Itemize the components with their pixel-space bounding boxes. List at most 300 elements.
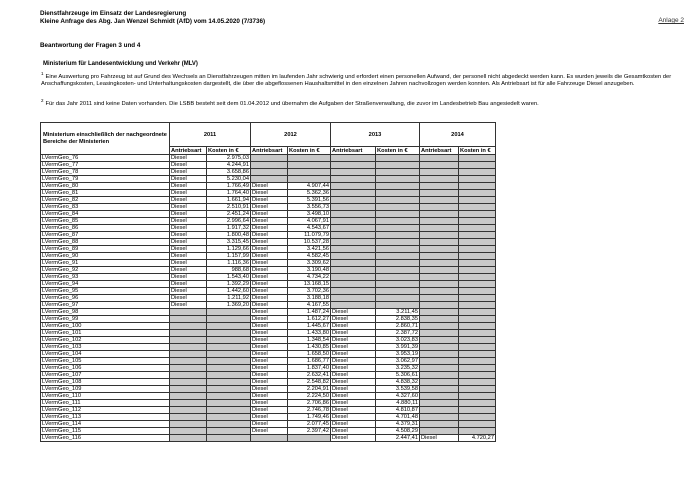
vehicle-id-cell: LVermGeo_114 [41, 421, 170, 428]
cost-cell [459, 365, 496, 372]
drive-type-cell [331, 162, 376, 169]
document-title [40, 10, 265, 26]
cost-cell [207, 323, 251, 330]
cost-cell: 2.077,45 [288, 421, 331, 428]
drive-type-cell: Diesel [251, 365, 288, 372]
year-header: 2013 [331, 123, 420, 147]
drive-type-header: Antriebsart [170, 147, 207, 155]
drive-type-cell [331, 281, 376, 288]
cost-cell [459, 337, 496, 344]
drive-type-cell [420, 155, 459, 162]
drive-type-cell [420, 358, 459, 365]
drive-type-cell [331, 176, 376, 183]
table-row [41, 316, 496, 323]
drive-type-cell [420, 162, 459, 169]
drive-type-cell: Diesel [331, 365, 376, 372]
drive-type-cell: Diesel [251, 428, 288, 435]
drive-type-cell: Diesel [251, 302, 288, 309]
cost-cell: 10.537,28 [288, 239, 331, 246]
drive-type-cell: Diesel [251, 330, 288, 337]
vehicle-id-cell: LVermGeo_96 [41, 295, 170, 302]
vehicle-id-cell: LVermGeo_83 [41, 204, 170, 211]
cost-cell: 4.508,29 [376, 428, 420, 435]
drive-type-cell: Diesel [251, 232, 288, 239]
cost-cell: 3.702,36 [288, 288, 331, 295]
vehicle-id-cell: LVermGeo_100 [41, 323, 170, 330]
drive-type-cell: Diesel [331, 337, 376, 344]
cost-cell: 3.991,39 [376, 344, 420, 351]
cost-cell: 1.837,40 [288, 365, 331, 372]
cost-cell: 1.764,40 [207, 190, 251, 197]
cost-cell [376, 246, 420, 253]
vehicle-id-cell: LVermGeo_115 [41, 428, 170, 435]
drive-type-cell: Diesel [251, 337, 288, 344]
drive-type-cell [170, 316, 207, 323]
vehicle-id-cell: LVermGeo_88 [41, 239, 170, 246]
cost-cell [207, 407, 251, 414]
drive-type-cell [251, 155, 288, 162]
vehicle-id-cell: LVermGeo_98 [41, 309, 170, 316]
table-row [41, 281, 496, 288]
drive-type-cell: Diesel [170, 183, 207, 190]
vehicle-id-cell: LVermGeo_81 [41, 190, 170, 197]
drive-type-cell [420, 393, 459, 400]
drive-type-cell [170, 337, 207, 344]
drive-type-cell [251, 176, 288, 183]
drive-type-cell [420, 246, 459, 253]
table-row [41, 337, 496, 344]
drive-type-cell [420, 386, 459, 393]
cost-cell: 3.188,18 [288, 295, 331, 302]
cost-cell [207, 365, 251, 372]
drive-type-cell [420, 253, 459, 260]
table-row [41, 162, 496, 169]
footnote-mark: 1 [41, 71, 44, 76]
drive-type-cell: Diesel [251, 225, 288, 232]
cost-cell [459, 330, 496, 337]
cost-header: Kosten in € [207, 147, 251, 155]
drive-type-cell [251, 162, 288, 169]
table-row [41, 225, 496, 232]
drive-type-cell [170, 351, 207, 358]
cost-cell [459, 190, 496, 197]
table-row [41, 176, 496, 183]
cost-cell: 3.539,58 [376, 386, 420, 393]
cost-cell [207, 386, 251, 393]
cost-cell: 1.543,40 [207, 274, 251, 281]
drive-type-cell [420, 337, 459, 344]
cost-cell [459, 351, 496, 358]
drive-type-cell [331, 274, 376, 281]
drive-type-cell [170, 428, 207, 435]
table-row [41, 253, 496, 260]
cost-cell [459, 155, 496, 162]
cost-cell: 3.023,83 [376, 337, 420, 344]
year-header: 2011 [170, 123, 251, 147]
cost-cell [459, 323, 496, 330]
cost-cell [207, 435, 251, 442]
cost-cell: 3.421,56 [288, 246, 331, 253]
cost-cell: 3.953,19 [376, 351, 420, 358]
table-row [41, 197, 496, 204]
cost-cell [459, 288, 496, 295]
drive-type-cell: Diesel [251, 386, 288, 393]
drive-type-cell: Diesel [251, 239, 288, 246]
cost-cell [288, 155, 331, 162]
drive-type-cell: Diesel [251, 393, 288, 400]
drive-type-cell: Diesel [251, 407, 288, 414]
cost-cell [459, 169, 496, 176]
cost-cell [207, 400, 251, 407]
footnote-2 [41, 97, 681, 108]
drive-type-cell [331, 239, 376, 246]
drive-type-cell: Diesel [331, 393, 376, 400]
cost-cell [376, 274, 420, 281]
drive-type-cell: Diesel [331, 316, 376, 323]
drive-type-cell: Diesel [170, 274, 207, 281]
drive-type-cell [420, 281, 459, 288]
cost-cell: 2.397,42 [288, 428, 331, 435]
drive-type-cell: Diesel [331, 309, 376, 316]
drive-type-cell: Diesel [420, 435, 459, 442]
drive-type-cell: Diesel [170, 225, 207, 232]
table-row [41, 267, 496, 274]
footnote-1 [41, 70, 681, 89]
cost-cell: 1.661,94 [207, 197, 251, 204]
drive-type-cell [170, 365, 207, 372]
cost-cell: 4.880,11 [376, 400, 420, 407]
drive-type-cell: Diesel [251, 379, 288, 386]
drive-type-cell [420, 421, 459, 428]
drive-type-cell [170, 400, 207, 407]
cost-cell: 1.658,50 [288, 351, 331, 358]
cost-cell: 1.917,32 [207, 225, 251, 232]
vehicle-id-cell: LVermGeo_105 [41, 358, 170, 365]
drive-type-cell: Diesel [251, 372, 288, 379]
cost-cell [459, 316, 496, 323]
drive-type-cell: Diesel [170, 260, 207, 267]
drive-type-cell [420, 302, 459, 309]
drive-type-cell [420, 309, 459, 316]
cost-cell [376, 302, 420, 309]
vehicle-id-cell: LVermGeo_102 [41, 337, 170, 344]
drive-type-cell [331, 253, 376, 260]
footnote-mark: 2 [41, 98, 44, 103]
table-row [41, 393, 496, 400]
cost-header: Kosten in € [376, 147, 420, 155]
drive-type-cell: Diesel [251, 218, 288, 225]
vehicle-id-cell: LVermGeo_76 [41, 155, 170, 162]
appendix-label: Anlage 2 [658, 17, 684, 24]
table-row [41, 288, 496, 295]
cost-cell: 4.734,22 [288, 274, 331, 281]
cost-cell: 2.548,82 [288, 379, 331, 386]
cost-cell: 3.315,45 [207, 239, 251, 246]
drive-type-cell: Diesel [170, 295, 207, 302]
drive-type-cell: Diesel [251, 351, 288, 358]
vehicle-id-cell: LVermGeo_78 [41, 169, 170, 176]
drive-type-cell [420, 232, 459, 239]
drive-type-cell: Diesel [170, 204, 207, 211]
year-header: 2012 [251, 123, 331, 147]
table-row [41, 358, 496, 365]
table-row [41, 344, 496, 351]
cost-cell [207, 358, 251, 365]
drive-type-cell [420, 372, 459, 379]
cost-cell [207, 337, 251, 344]
cost-cell: 1.686,77 [288, 358, 331, 365]
cost-cell [376, 197, 420, 204]
title-line-1: Dienstfahrzeuge im Einsatz der Landesregierung [40, 10, 187, 17]
drive-type-cell [331, 190, 376, 197]
cost-cell [376, 295, 420, 302]
drive-type-cell [420, 288, 459, 295]
cost-cell [459, 281, 496, 288]
cost-cell: 5.306,61 [376, 372, 420, 379]
drive-type-cell [420, 211, 459, 218]
vehicle-id-cell: LVermGeo_82 [41, 197, 170, 204]
cost-cell: 4.543,67 [288, 225, 331, 232]
cost-cell: 4.810,87 [376, 407, 420, 414]
drive-type-cell [420, 407, 459, 414]
drive-type-cell [331, 232, 376, 239]
drive-type-header: Antriebsart [251, 147, 288, 155]
cost-cell [459, 414, 496, 421]
drive-type-cell: Diesel [331, 435, 376, 442]
cost-cell [376, 239, 420, 246]
drive-type-cell [170, 344, 207, 351]
cost-cell: 5.362,36 [288, 190, 331, 197]
cost-cell: 1.800,48 [207, 232, 251, 239]
drive-type-cell [420, 176, 459, 183]
cost-cell [459, 295, 496, 302]
cost-cell [376, 225, 420, 232]
drive-type-cell: Diesel [251, 260, 288, 267]
cost-cell [288, 169, 331, 176]
drive-type-cell [331, 246, 376, 253]
drive-type-cell: Diesel [170, 246, 207, 253]
cost-cell [459, 379, 496, 386]
cost-cell [459, 358, 496, 365]
cost-cell: 1.487,24 [288, 309, 331, 316]
cost-header: Kosten in € [459, 147, 496, 155]
cost-cell [459, 183, 496, 190]
table-row [41, 414, 496, 421]
drive-type-cell: Diesel [170, 239, 207, 246]
vehicle-id-cell: LVermGeo_106 [41, 365, 170, 372]
cost-cell [207, 330, 251, 337]
drive-type-cell [420, 379, 459, 386]
drive-type-cell [420, 218, 459, 225]
drive-type-cell: Diesel [331, 372, 376, 379]
cost-cell [459, 253, 496, 260]
cost-cell [376, 162, 420, 169]
drive-type-cell: Diesel [251, 246, 288, 253]
drive-type-cell: Diesel [170, 162, 207, 169]
ministry-heading: Ministerium für Landesentwicklung und Verkehr (MLV) [43, 61, 198, 67]
drive-type-cell: Diesel [251, 211, 288, 218]
drive-type-cell: Diesel [331, 421, 376, 428]
drive-type-cell: Diesel [331, 330, 376, 337]
cost-cell [459, 302, 496, 309]
table-row [41, 155, 496, 162]
cost-cell [459, 400, 496, 407]
vehicle-id-cell: LVermGeo_116 [41, 435, 170, 442]
cost-cell [376, 204, 420, 211]
cost-cell: 3.062,97 [376, 358, 420, 365]
cost-cell: 1.766,49 [207, 183, 251, 190]
drive-type-cell [170, 386, 207, 393]
vehicle-id-cell: LVermGeo_91 [41, 260, 170, 267]
cost-cell [376, 260, 420, 267]
drive-type-cell [420, 295, 459, 302]
drive-type-cell: Diesel [331, 379, 376, 386]
cost-cell [459, 246, 496, 253]
table-row [41, 428, 496, 435]
table-row [41, 169, 496, 176]
cost-cell: 1.430,85 [288, 344, 331, 351]
cost-cell: 2.510,91 [207, 204, 251, 211]
drive-type-cell: Diesel [170, 253, 207, 260]
drive-type-cell [331, 288, 376, 295]
vehicle-id-cell: LVermGeo_84 [41, 211, 170, 218]
table-row [41, 379, 496, 386]
drive-type-cell: Diesel [251, 344, 288, 351]
cost-cell: 4.327,60 [376, 393, 420, 400]
cost-cell [459, 393, 496, 400]
drive-type-cell [331, 211, 376, 218]
drive-type-cell [170, 309, 207, 316]
cost-cell [459, 218, 496, 225]
drive-type-cell: Diesel [170, 218, 207, 225]
drive-type-cell [420, 267, 459, 274]
cost-cell: 4.582,45 [288, 253, 331, 260]
table-row [41, 372, 496, 379]
cost-cell [459, 386, 496, 393]
cost-cell: 2.451,24 [207, 211, 251, 218]
vehicle-id-cell: LVermGeo_111 [41, 400, 170, 407]
drive-type-cell: Diesel [331, 323, 376, 330]
cost-cell [207, 414, 251, 421]
drive-type-cell: Diesel [331, 414, 376, 421]
vehicle-id-cell: LVermGeo_97 [41, 302, 170, 309]
drive-type-cell [420, 400, 459, 407]
cost-cell: 4.701,48 [376, 414, 420, 421]
drive-type-cell: Diesel [170, 190, 207, 197]
drive-type-cell [170, 372, 207, 379]
table-row [41, 246, 496, 253]
cost-cell: 3.211,45 [376, 309, 420, 316]
vehicle-id-cell: LVermGeo_112 [41, 407, 170, 414]
vehicle-id-cell: LVermGeo_79 [41, 176, 170, 183]
drive-type-cell [420, 351, 459, 358]
drive-type-cell: Diesel [251, 288, 288, 295]
drive-type-cell [331, 302, 376, 309]
cost-cell [288, 435, 331, 442]
cost-cell: 5.230,04 [207, 176, 251, 183]
cost-cell: 2.996,64 [207, 218, 251, 225]
cost-cell: 2.447,41 [376, 435, 420, 442]
vehicle-id-cell: LVermGeo_87 [41, 232, 170, 239]
cost-cell [207, 421, 251, 428]
drive-type-cell: Diesel [170, 169, 207, 176]
cost-cell: 2.706,86 [288, 400, 331, 407]
cost-cell [207, 344, 251, 351]
drive-type-cell [420, 197, 459, 204]
table-header-row [41, 123, 496, 147]
cost-cell: 1.129,66 [207, 246, 251, 253]
drive-type-cell: Diesel [251, 183, 288, 190]
cost-cell: 2.387,72 [376, 330, 420, 337]
drive-type-cell: Diesel [331, 386, 376, 393]
drive-type-cell [420, 365, 459, 372]
table-row [41, 435, 496, 442]
cost-cell: 3.556,73 [288, 204, 331, 211]
cost-cell: 1.211,92 [207, 295, 251, 302]
cost-cell: 2.632,41 [288, 372, 331, 379]
table-row [41, 309, 496, 316]
drive-type-cell [420, 190, 459, 197]
drive-type-cell [170, 379, 207, 386]
drive-type-cell: Diesel [251, 400, 288, 407]
cost-cell: 4.244,91 [207, 162, 251, 169]
title-line-2: Kleine Anfrage des Abg. Jan Wenzel Schmidt (AfD) vom 14.05.2020 (7/3736) [40, 18, 266, 25]
drive-type-cell: Diesel [170, 197, 207, 204]
cost-cell [459, 274, 496, 281]
drive-type-cell: Diesel [251, 316, 288, 323]
cost-cell [459, 344, 496, 351]
drive-type-cell [420, 330, 459, 337]
cost-cell [376, 288, 420, 295]
vehicle-id-cell: LVermGeo_80 [41, 183, 170, 190]
drive-type-cell [331, 204, 376, 211]
cost-cell [459, 260, 496, 267]
cost-cell: 4.720,27 [459, 435, 496, 442]
drive-type-cell: Diesel [331, 344, 376, 351]
drive-type-cell: Diesel [170, 302, 207, 309]
drive-type-cell: Diesel [170, 176, 207, 183]
drive-type-cell [170, 358, 207, 365]
drive-type-cell [170, 330, 207, 337]
drive-type-cell [420, 323, 459, 330]
cost-cell: 3.498,10 [288, 211, 331, 218]
cost-cell: 3.190,48 [288, 267, 331, 274]
cost-cell [459, 267, 496, 274]
cost-cell [459, 211, 496, 218]
table-row [41, 365, 496, 372]
vehicle-id-cell: LVermGeo_89 [41, 246, 170, 253]
cost-cell [207, 393, 251, 400]
table-row [41, 421, 496, 428]
drive-type-cell: Diesel [251, 323, 288, 330]
cost-cell [207, 309, 251, 316]
cost-cell: 4.379,31 [376, 421, 420, 428]
cost-cell: 4.067,91 [288, 218, 331, 225]
drive-type-cell: Diesel [331, 400, 376, 407]
cost-cell: 13.168,15 [288, 281, 331, 288]
vehicle-id-cell: LVermGeo_94 [41, 281, 170, 288]
drive-type-cell [331, 218, 376, 225]
drive-type-cell [420, 344, 459, 351]
table-row [41, 302, 496, 309]
table-row [41, 351, 496, 358]
vehicle-id-cell: LVermGeo_85 [41, 218, 170, 225]
cost-cell: 1.369,20 [207, 302, 251, 309]
footnote-text: Eine Auswertung pro Fahrzeug ist auf Grund des Wechsels an Dienstfahrzeugen mitten im laufenden Jahr schwierig und erfordert einen personellen Aufwand, der personell nicht abgedeckt werden kann. Es wurden jeweils die Gesamtkosten der Anschaffungskosten, Leasingkosten- und Unterhaltungskosten dargestellt, die über die abgeflossenen Haushaltsmittel in den einzelnen Jahren nachvollzogen werden konnten. Als Antriebsart ist für alle Fahrzeuge Diesel anzugeben. [41, 74, 672, 88]
drive-type-cell: Diesel [170, 288, 207, 295]
cost-cell: 2.204,91 [288, 386, 331, 393]
cost-cell [376, 169, 420, 176]
